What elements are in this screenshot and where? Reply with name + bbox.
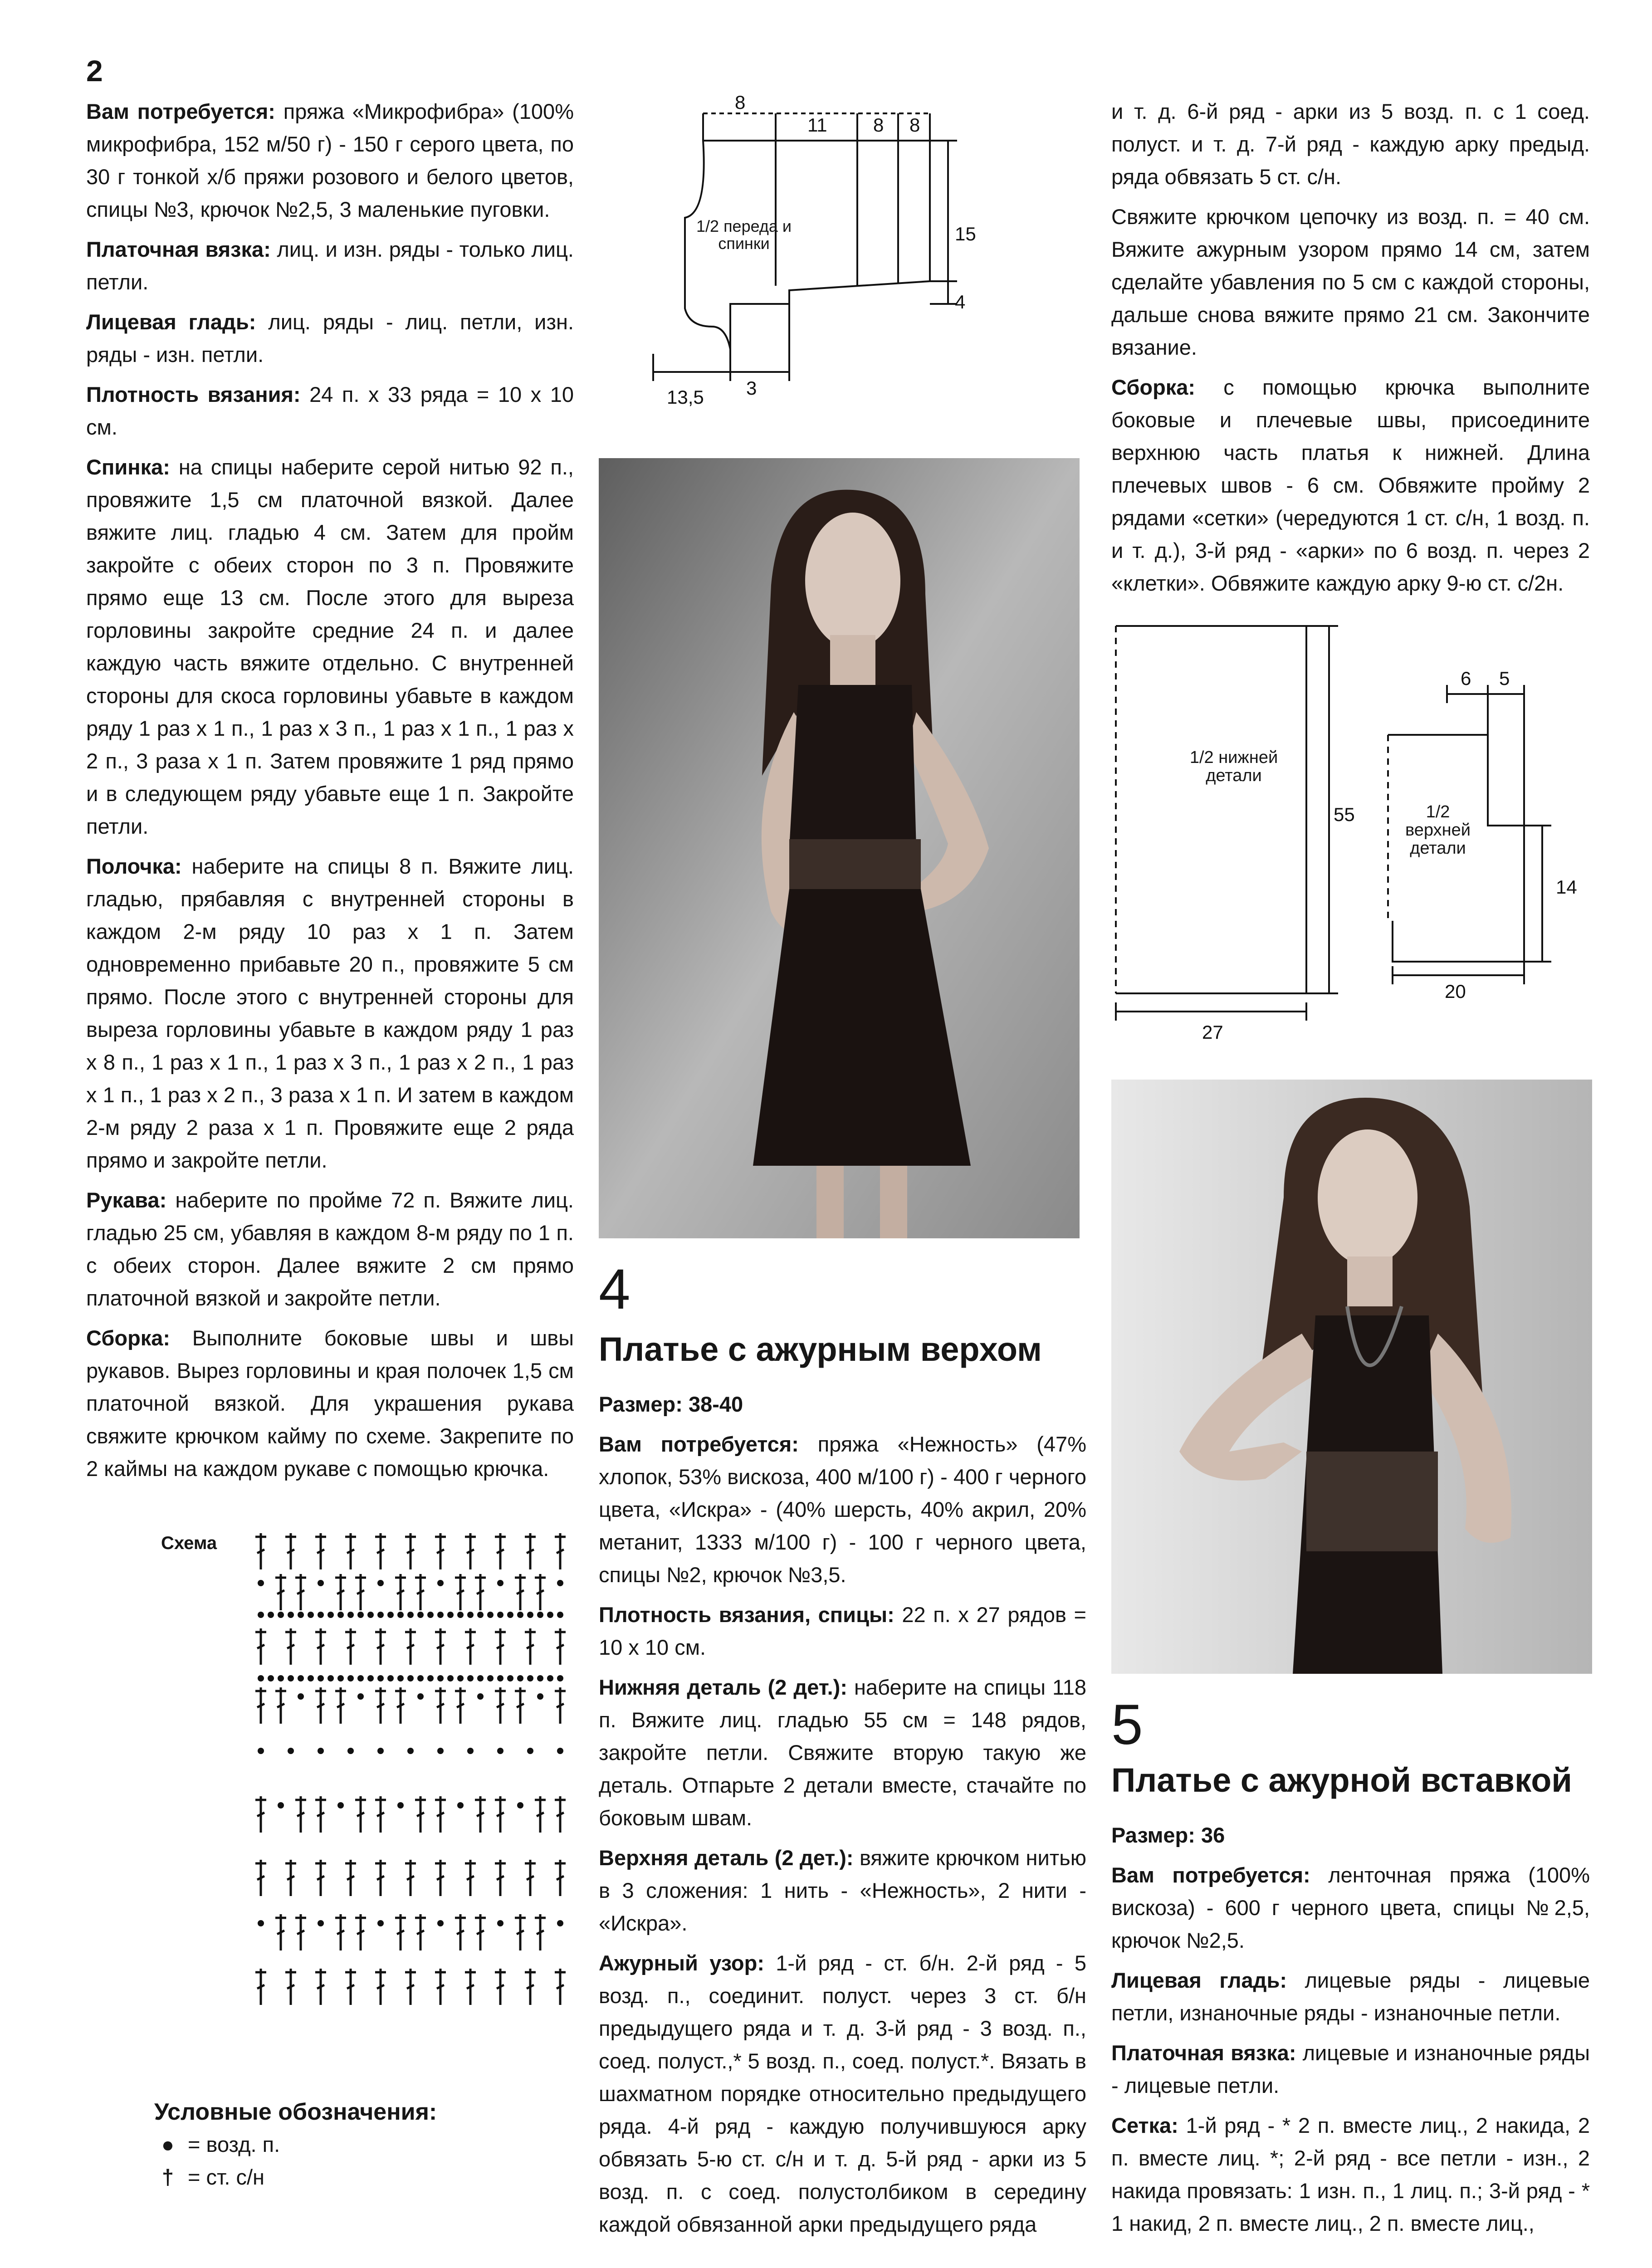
requirements-label: Вам потребуется: — [599, 1432, 799, 1456]
double-crochet-symbol — [435, 1796, 446, 1833]
chain-stitch-symbol — [417, 1693, 424, 1700]
chain-stitch-symbol — [537, 1675, 543, 1681]
double-crochet-symbol — [555, 1969, 566, 2005]
double-crochet-symbol — [275, 1914, 286, 1950]
double-crochet-symbol — [255, 1860, 266, 1896]
section-number-5: 5 — [1111, 1693, 1143, 1756]
model-silhouette-icon — [599, 458, 1080, 1238]
continuation-text: и т. д. 6-й ряд - арки из 5 возд. п. с 1 соед. полуст. и т. д. 7-й ряд - каждую арку предыд. ряда обвязать 5 ст. с/н. — [1111, 99, 1590, 189]
chain-stitch-symbol — [288, 1612, 294, 1618]
chain-stitch-symbol — [387, 1675, 394, 1681]
chain-stitch-symbol — [457, 1612, 464, 1618]
requirements-label: Вам потребуется: — [86, 99, 275, 123]
diagram-dim-label: 55 — [1334, 804, 1355, 825]
back-text: на спицы наберите серой нитью 92 п., провяжите 1,5 см платочной вязкой. Далее вяжите лиц. гладью 4 см. Затем для пройм закройте с обеих сторон по 3 п. Провяжите прямо еще 13 см. После этого для выреза горловины закройте средние 24 п. и далее каждую часть вяжите отдельно. С внутренней стороны для скоса горловины убавьте в каждом ряду 1 раз х 1 п., 1 раз х 3 п., 1 раз х 1 п., 1 раз х 2 п., 3 раза х 1 п. Затем провяжите 1 ряд прямо и в следующем ряду убавьте еще 1 п. Закройте петли. — [86, 455, 574, 838]
chain-stitch-symbol — [547, 1612, 553, 1618]
dress-photo-4 — [599, 458, 1080, 1238]
assembly-label: Сборка: — [86, 1326, 171, 1350]
double-crochet-symbol — [555, 1860, 566, 1896]
sleeves-label: Рукава: — [86, 1188, 167, 1212]
upper-part-paragraph — [599, 1842, 1086, 1940]
double-crochet-symbol — [315, 1796, 326, 1833]
double-crochet-symbol — [555, 1533, 566, 1569]
chain-stitch-symbol — [467, 1675, 474, 1681]
legend-item-text: = возд. п. — [188, 2132, 280, 2156]
double-crochet-symbol — [275, 1687, 286, 1724]
double-crochet-symbol — [295, 1914, 306, 1950]
garter-label: Платочная вязка: — [86, 237, 271, 261]
double-crochet-symbol — [435, 1533, 446, 1569]
double-crochet-symbol — [375, 1860, 386, 1896]
double-crochet-symbol — [335, 1687, 346, 1724]
requirements-text: пряжа «Нежность» (47% хлопок, 53% вискоза, 400 м/100 г) - 400 г черного цвета, «Искра» - (40% шерсть, 40% акрил, 20% метанит, 1333 м/100 г) - 100 г черного цвета, спицы №2, крючок №3,5. — [599, 1432, 1086, 1587]
back-paragraph — [86, 451, 574, 843]
chain-stitch-symbol — [258, 1580, 264, 1586]
diagram-dim-label: 15 — [955, 223, 976, 244]
chain-stitch-symbol — [347, 1748, 354, 1754]
chain-stitch-symbol — [298, 1675, 304, 1681]
chain-stitch-symbol — [517, 1612, 523, 1618]
dress-photo-5 — [1111, 1080, 1592, 1674]
chain-stitch-symbol — [337, 1675, 344, 1681]
garter-paragraph — [1111, 2037, 1590, 2102]
crochet-schema — [252, 1515, 578, 2077]
double-crochet-symbol — [395, 1574, 406, 1610]
lace-label: Ажурный узор: — [599, 1951, 764, 1975]
chain-stitch-symbol — [258, 1748, 264, 1754]
double-crochet-symbol — [255, 1628, 266, 1665]
double-crochet-symbol — [255, 1533, 266, 1569]
double-crochet-icon: † — [161, 2165, 174, 2189]
double-crochet-symbol — [495, 1796, 506, 1833]
legend-item-chain — [154, 2128, 437, 2161]
diagram-part-label: 1/2 верхней детали — [1405, 803, 1471, 858]
chain-stitch-symbol — [337, 1612, 344, 1618]
double-crochet-symbol — [525, 1860, 536, 1896]
gauge-paragraph — [599, 1598, 1086, 1664]
double-crochet-symbol — [335, 1914, 346, 1950]
stockinette-paragraph — [1111, 1964, 1590, 2029]
chain-stitch-symbol — [327, 1675, 334, 1681]
chain-stitch-symbol — [318, 1920, 324, 1926]
chain-stitch-symbol — [517, 1802, 523, 1809]
chain-stitch-symbol — [318, 1612, 324, 1618]
chain-stitch-symbol — [397, 1675, 404, 1681]
chain-stitch-symbol — [417, 1612, 424, 1618]
double-crochet-symbol — [495, 1533, 506, 1569]
chain-stitch-symbol — [457, 1802, 464, 1809]
requirements-label: Вам потребуется: — [1111, 1863, 1310, 1887]
model-silhouette-icon — [1111, 1080, 1592, 1674]
chain-stitch-symbol — [557, 1580, 563, 1586]
dress-pattern-diagram — [1102, 612, 1619, 1066]
double-crochet-symbol — [535, 1796, 546, 1833]
chain-stitch-symbol — [507, 1612, 513, 1618]
schema-label: Схема — [161, 1533, 217, 1553]
sleeves-text: наберите по пройме 72 п. Вяжите лиц. гладью 25 см, убавляя в каждом 8-м ряду по 1 п. с обеих сторон. Далее вяжите 2 см прямо платочной вязкой и закройте петли. — [86, 1188, 574, 1310]
requirements-text: пряжа «Микрофибра» (100% микрофибра, 152 м/50 г) - 150 г серого цвета, по 30 г тонкой х/б пряжи розового и белого цветов, спицы №3, крючок №2,5, 3 маленькие пуговки. — [86, 99, 574, 221]
chain-stitch-symbol — [347, 1675, 354, 1681]
double-crochet-symbol — [455, 1914, 466, 1950]
chain-stitch-symbol — [397, 1802, 404, 1809]
double-crochet-symbol — [455, 1574, 466, 1610]
double-crochet-symbol — [375, 1969, 386, 2005]
diagram-dim-label: 14 — [1556, 876, 1577, 898]
double-crochet-symbol — [395, 1914, 406, 1950]
chain-stitch-symbol — [377, 1675, 384, 1681]
chain-stitch-symbol — [407, 1675, 414, 1681]
chain-stitch-symbol — [417, 1675, 424, 1681]
assembly-paragraph — [86, 1322, 574, 1485]
double-crochet-symbol — [345, 1533, 356, 1569]
mesh-text: 1-й ряд - * 2 п. вместе лиц., 2 накида, 2 п. вместе лиц. *; 2-й ряд - все петли - изн., 2 накида провязать: 1 изн. п., 1 лиц. п.; 3-й ряд - * 1 накид, 2 п. вместе лиц., 2 п. вместе лиц., — [1111, 2113, 1590, 2235]
double-crochet-symbol — [285, 1628, 296, 1665]
chain-stitch-symbol — [527, 1748, 533, 1754]
gauge-text: 24 п. х 33 ряда = 10 х 10 см. — [86, 382, 574, 439]
double-crochet-symbol — [345, 1628, 356, 1665]
double-crochet-symbol — [395, 1687, 406, 1724]
size-line — [1111, 1819, 1590, 1852]
double-crochet-symbol — [415, 1914, 426, 1950]
lace-text: 1-й ряд - ст. б/н. 2-й ряд - 5 возд. п., соединит. полуст. через 3 ст. б/н предыдущего ряда и т. д. 3-й ряд - 3 возд. п., соед. полуст.,* 5 возд. п., соед. полуст.*. Вязать в шахматном порядке относительно предыдущего ряда. 4-й ряд - каждую получившуюся арку обвязать 5-ю ст. с/н и т. д. 5-й ряд - арки из 5 возд. п. с соед. полустолбиком в середину каждой обвязанной арки предыдущего ряда — [599, 1951, 1086, 2236]
diagram-dim-label: 11 — [807, 114, 827, 136]
double-crochet-symbol — [295, 1574, 306, 1610]
requirements-text: ленточная пряжа (100% вискоза) - 600 г черного цвета, спицы №2,5, крючок №2,5. — [1111, 1863, 1590, 1952]
chain-stitch-symbol — [437, 1675, 444, 1681]
section-title-4: Платье с ажурным верхом — [599, 1330, 1042, 1368]
double-crochet-symbol — [525, 1628, 536, 1665]
garter-text: лиц. и изн. ряды - только лиц. петли. — [86, 237, 574, 294]
double-crochet-symbol — [475, 1796, 486, 1833]
chain-stitch-symbol — [457, 1675, 464, 1681]
diagram-dim-label: 6 — [1461, 668, 1471, 689]
chain-stitch-symbol — [497, 1612, 503, 1618]
front-label: Полочка: — [86, 854, 182, 878]
double-crochet-symbol — [465, 1628, 476, 1665]
chain-stitch-symbol — [318, 1675, 324, 1681]
legend-title: Условные обозначения: — [154, 2099, 437, 2125]
chain-stitch-symbol — [537, 1693, 543, 1700]
back-label: Спинка: — [86, 455, 170, 479]
chain-stitch-symbol — [377, 1612, 384, 1618]
upper-part-label: Верхняя деталь (2 дет.): — [599, 1846, 854, 1870]
double-crochet-symbol — [405, 1628, 416, 1665]
chain-text: Свяжите крючком цепочку из возд. п. = 40 см. Вяжите ажурным узором прямо 14 см, затем сделайте убавления по 5 см с каждой стороны, дальше снова вяжите прямо 21 см. Закончите вязание. — [1111, 205, 1590, 359]
schema-legend — [154, 2096, 437, 2194]
double-crochet-symbol — [375, 1796, 386, 1833]
chain-stitch-symbol — [278, 1802, 284, 1809]
double-crochet-symbol — [275, 1574, 286, 1610]
chain-stitch-symbol — [397, 1612, 404, 1618]
chain-stitch-symbol — [557, 1675, 563, 1681]
chain-stitch-symbol — [337, 1802, 344, 1809]
chain-stitch-symbol — [537, 1612, 543, 1618]
double-crochet-symbol — [515, 1687, 526, 1724]
chain-stitch-symbol — [437, 1612, 444, 1618]
section-number-4: 4 — [599, 1258, 630, 1321]
double-crochet-symbol — [355, 1914, 366, 1950]
double-crochet-symbol — [375, 1687, 386, 1724]
double-crochet-symbol — [455, 1687, 466, 1724]
stockinette-text: лиц. ряды - лиц. петли, изн. ряды - изн. петли. — [86, 310, 574, 367]
gauge-text: 22 п. х 27 рядов = 10 х 10 см. — [599, 1603, 1086, 1659]
garter-label: Платочная вязка: — [1111, 2041, 1296, 2065]
size-line — [599, 1388, 1086, 1421]
chain-stitch-symbol — [298, 1693, 304, 1700]
lower-part-label: Нижняя деталь (2 дет.): — [599, 1675, 847, 1699]
page-number: 2 — [86, 54, 103, 88]
chain-stitch-symbol — [447, 1612, 454, 1618]
double-crochet-symbol — [405, 1860, 416, 1896]
double-crochet-symbol — [285, 1533, 296, 1569]
chain-stitch-symbol — [437, 1920, 444, 1926]
double-crochet-symbol — [475, 1574, 486, 1610]
chain-stitch-symbol — [497, 1675, 503, 1681]
chain-stitch-symbol — [407, 1748, 414, 1754]
legend-item-text: = ст. с/н — [188, 2165, 264, 2189]
double-crochet-symbol — [405, 1533, 416, 1569]
lower-part-text: наберите на спицы 118 п. Вяжите лиц. гладью 55 см = 148 рядов, закройте петли. Свяжите вторую такую же деталь. Отпарьте 2 детали вместе, стачайте по боковым швам. — [599, 1675, 1086, 1830]
chain-stitch-symbol — [357, 1693, 364, 1700]
chain-stitch-symbol — [318, 1748, 324, 1754]
double-crochet-symbol — [515, 1574, 526, 1610]
garter-paragraph — [86, 233, 574, 298]
stockinette-text: лицевые ряды - лицевые петли, изнаночные ряды - изнаночные петли. — [1111, 1968, 1590, 2025]
diagram-part-label: 1/2 нижней детали — [1189, 748, 1278, 785]
chain-stitch-symbol — [427, 1675, 434, 1681]
chain-stitch-symbol — [298, 1612, 304, 1618]
stockinette-label: Лицевая гладь: — [86, 310, 256, 334]
right-column-section5 — [1111, 1819, 1590, 2247]
chain-stitch-symbol — [357, 1675, 364, 1681]
double-crochet-symbol — [375, 1628, 386, 1665]
chain-stitch-symbol — [387, 1612, 394, 1618]
double-crochet-symbol — [435, 1628, 446, 1665]
stockinette-paragraph — [86, 306, 574, 371]
double-crochet-symbol — [495, 1860, 506, 1896]
chain-stitch-symbol — [288, 1675, 294, 1681]
double-crochet-symbol — [295, 1796, 306, 1833]
chain-stitch-symbol — [437, 1580, 444, 1586]
double-crochet-symbol — [475, 1914, 486, 1950]
chain-stitch-symbol — [258, 1675, 264, 1681]
double-crochet-symbol — [335, 1574, 346, 1610]
pattern-diagram-front-back — [621, 91, 1043, 417]
diagram-dim-label: 8 — [735, 92, 746, 113]
double-crochet-symbol — [415, 1574, 426, 1610]
chain-stitch-symbol — [527, 1612, 533, 1618]
requirements-paragraph — [86, 95, 574, 226]
double-crochet-symbol — [315, 1533, 326, 1569]
chain-stitch-symbol — [477, 1693, 484, 1700]
chain-stitch-symbol — [278, 1675, 284, 1681]
assembly-label: Сборка: — [1111, 375, 1196, 399]
chain-stitch-symbol — [268, 1612, 274, 1618]
chain-stitch-symbol — [527, 1675, 533, 1681]
stockinette-label: Лицевая гладь: — [1111, 1968, 1287, 1992]
chain-stitch-symbol — [258, 1612, 264, 1618]
double-crochet-symbol — [355, 1796, 366, 1833]
double-crochet-symbol — [515, 1914, 526, 1950]
double-crochet-symbol — [495, 1969, 506, 2005]
chain-stitch-symbol — [308, 1675, 314, 1681]
chain-stitch-symbol — [258, 1920, 264, 1926]
double-crochet-symbol — [555, 1628, 566, 1665]
double-crochet-symbol — [355, 1574, 366, 1610]
chain-stitch-symbol — [377, 1748, 384, 1754]
chain-stitch-symbol — [517, 1675, 523, 1681]
chain-stitch-symbol — [497, 1748, 503, 1754]
double-crochet-symbol — [255, 1969, 266, 2005]
gauge-label: Плотность вязания: — [86, 382, 301, 406]
chain-stitch-symbol — [367, 1675, 374, 1681]
double-crochet-symbol — [375, 1533, 386, 1569]
double-crochet-symbol — [555, 1796, 566, 1833]
double-crochet-symbol — [415, 1796, 426, 1833]
chain-stitch-symbol — [357, 1612, 364, 1618]
chain-stitch-symbol — [447, 1675, 454, 1681]
requirements-paragraph — [1111, 1859, 1590, 1957]
double-crochet-symbol — [285, 1860, 296, 1896]
double-crochet-symbol — [535, 1914, 546, 1950]
assembly-paragraph — [1111, 371, 1590, 600]
mesh-label: Сетка: — [1111, 2113, 1178, 2137]
double-crochet-symbol — [315, 1969, 326, 2005]
double-crochet-symbol — [285, 1969, 296, 2005]
assembly-text: Выполните боковые швы и швы рукавов. Вырез горловины и края полочек 1,5 см платочной вязкой. Для украшения рукава свяжите крючком кайму по схеме. Закрепите по 2 каймы на каждом рукаве с помощью крючка. — [86, 1326, 574, 1481]
chain-stitch-symbol — [467, 1612, 474, 1618]
double-crochet-symbol — [255, 1796, 266, 1833]
diagram-dim-label: 8 — [909, 114, 920, 136]
double-crochet-symbol — [435, 1687, 446, 1724]
chain-stitch-symbol — [487, 1675, 494, 1681]
chain-stitch-symbol — [288, 1748, 294, 1754]
double-crochet-symbol — [525, 1969, 536, 2005]
chain-stitch-symbol — [467, 1748, 474, 1754]
double-crochet-symbol — [405, 1969, 416, 2005]
double-crochet-symbol — [435, 1860, 446, 1896]
diagram-dim-label: 4 — [955, 291, 966, 313]
lower-part-paragraph — [599, 1671, 1086, 1834]
mesh-paragraph — [1111, 2109, 1590, 2240]
double-crochet-symbol — [495, 1687, 506, 1724]
middle-column — [599, 1388, 1086, 2248]
front-paragraph — [86, 850, 574, 1177]
diagram-part-label: 1/2 переда и спинки — [696, 218, 792, 253]
diagram-dim-label: 13,5 — [667, 386, 704, 408]
chain-stitch-symbol — [507, 1675, 513, 1681]
chain-stitch-symbol — [487, 1612, 494, 1618]
chain-stitch-symbol — [557, 1612, 563, 1618]
chain-stitch-symbol — [308, 1612, 314, 1618]
gauge-paragraph — [86, 378, 574, 444]
chain-stitch-symbol — [327, 1612, 334, 1618]
double-crochet-symbol — [345, 1969, 356, 2005]
chain-stitch-symbol — [557, 1920, 563, 1926]
legend-item-dc — [154, 2161, 437, 2194]
double-crochet-symbol — [465, 1860, 476, 1896]
chain-stitch-symbol — [377, 1580, 384, 1586]
garter-text: лицевые и изнаночные ряды - лицевые петли. — [1111, 2041, 1590, 2097]
upper-part-text: вяжите крючком нитью в 3 сложения: 1 нить - «Нежность», 2 нити - «Искра». — [599, 1846, 1086, 1935]
chain-stitch-symbol — [377, 1920, 384, 1926]
double-crochet-symbol — [315, 1628, 326, 1665]
chain-stitch-symbol — [268, 1675, 274, 1681]
chain-stitch-symbol — [497, 1580, 503, 1586]
size-label: Размер: 36 — [1111, 1823, 1225, 1847]
diagram-dim-label: 8 — [873, 114, 884, 136]
double-crochet-symbol — [525, 1533, 536, 1569]
left-column — [86, 95, 574, 1492]
chain-stitch-symbol — [407, 1612, 414, 1618]
chain-stitch-icon: ● — [161, 2132, 175, 2156]
requirements-paragraph — [599, 1428, 1086, 1591]
double-crochet-symbol — [465, 1969, 476, 2005]
chain-stitch-symbol — [477, 1675, 484, 1681]
chain-stitch-symbol — [427, 1612, 434, 1618]
lace-paragraph — [599, 1947, 1086, 2241]
right-column — [1111, 95, 1590, 607]
chain-stitch-symbol — [497, 1920, 503, 1926]
double-crochet-symbol — [435, 1969, 446, 2005]
diagram-dim-label: 27 — [1202, 1022, 1223, 1043]
sleeves-paragraph — [86, 1184, 574, 1315]
double-crochet-symbol — [345, 1860, 356, 1896]
double-crochet-symbol — [255, 1687, 266, 1724]
double-crochet-symbol — [555, 1687, 566, 1724]
chain-paragraph — [1111, 200, 1590, 364]
chain-stitch-symbol — [278, 1612, 284, 1618]
chain-stitch-symbol — [347, 1612, 354, 1618]
diagram-dim-label: 20 — [1445, 981, 1466, 1002]
diagram-dim-label: 3 — [746, 377, 757, 399]
size-label: Размер: 38-40 — [599, 1392, 743, 1416]
double-crochet-symbol — [465, 1533, 476, 1569]
section-title-5: Платье с ажурной вставкой — [1111, 1761, 1572, 1799]
chain-stitch-symbol — [477, 1612, 484, 1618]
chain-stitch-symbol — [547, 1675, 553, 1681]
gauge-label: Плотность вязания, спицы: — [599, 1603, 894, 1627]
chain-stitch-symbol — [437, 1748, 444, 1754]
double-crochet-symbol — [495, 1628, 506, 1665]
chain-stitch-symbol — [318, 1580, 324, 1586]
double-crochet-symbol — [315, 1860, 326, 1896]
double-crochet-symbol — [535, 1574, 546, 1610]
chain-stitch-symbol — [557, 1748, 563, 1754]
chain-stitch-symbol — [367, 1612, 374, 1618]
assembly-text: с помощью крючка выполните боковые и плечевые швы, присоедините верхнюю часть платья к нижней. Длина плечевых швов - 6 см. Обвяжите пройму 2 рядами «сетки» (чередуются 1 ст. с/н, 1 возд. п. и т. д.), 3-й ряд - «арки» по 6 возд. п. через 2 «клетки». Обвяжите каждую арку 9-ю ст. с/2н. — [1111, 375, 1590, 595]
diagram-dim-label: 5 — [1499, 668, 1510, 689]
front-text: наберите на спицы 8 п. Вяжите лиц. гладью, прябавляя с внутренней стороны в каждом 2-м ряду 10 раз х 1 п. Затем одновременно прибавьте 20 п., провяжите 5 см прямо. После этого с внутренней стороны для выреза горловины убавьте в каждом ряду 1 раз х 8 п., 1 раз х 1 п., 1 раз х 3 п., 1 раз х 2 п., 1 раз х 1 п., 1 раз х 2 п., 3 раза х 1 п. И затем в каждом 2-м ряду 2 раза х 1 п. Провяжите еще 2 ряда прямо и закройте петли. — [86, 854, 574, 1172]
continuation-paragraph — [1111, 95, 1590, 193]
double-crochet-symbol — [315, 1687, 326, 1724]
